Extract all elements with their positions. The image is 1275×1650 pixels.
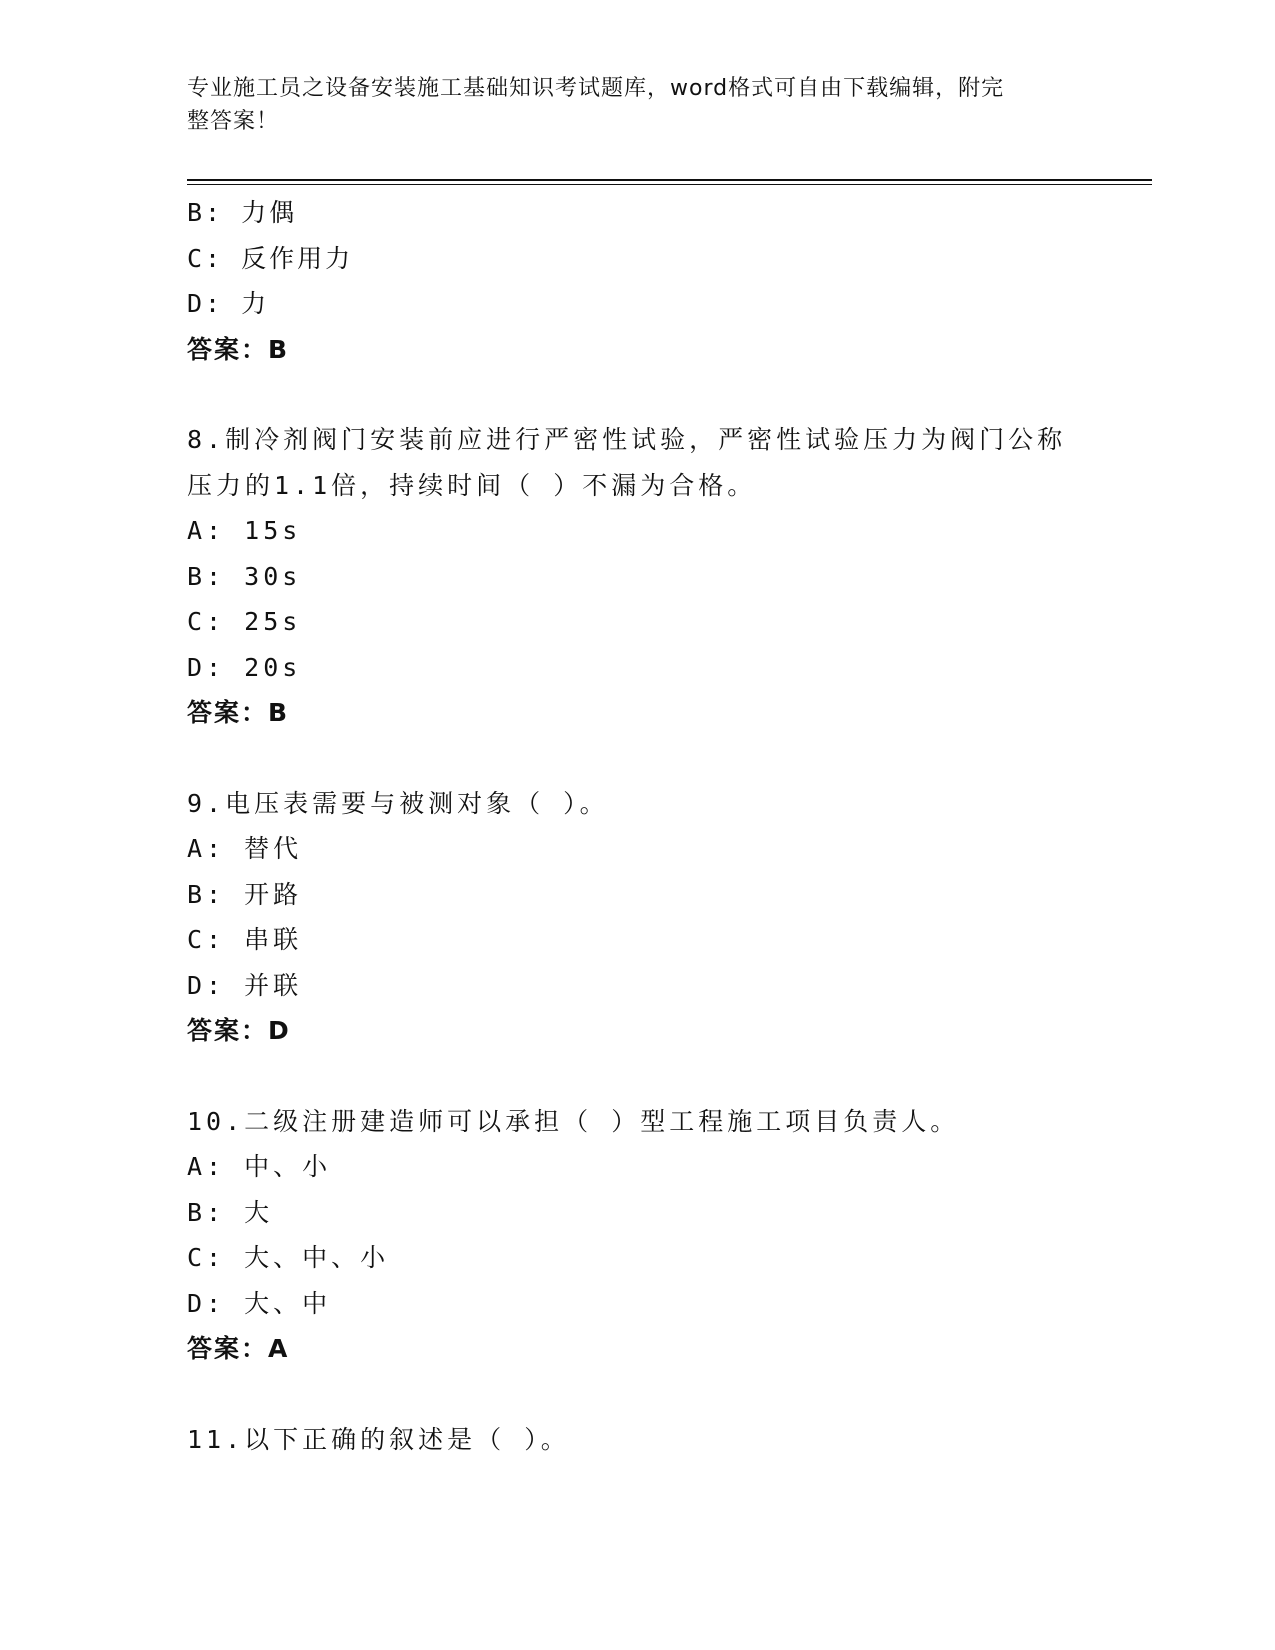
question-block-prev bbox=[187, 190, 1087, 372]
option-c: C: 25s bbox=[187, 607, 302, 636]
option-b: B: 力偶 bbox=[187, 198, 298, 227]
answer-line: 答案：A bbox=[187, 1334, 290, 1363]
question-11 bbox=[187, 1417, 1087, 1463]
option-d: D: 并联 bbox=[187, 970, 303, 1000]
option-d: D: 大、中 bbox=[187, 1288, 332, 1318]
option-c: C: 反作用力 bbox=[187, 243, 354, 273]
answer-line: 答案：B bbox=[187, 698, 290, 727]
option-a: A: 替代 bbox=[187, 834, 303, 863]
option-b: B: 30s bbox=[187, 561, 302, 591]
question-9-stem: 9.电压表需要与被测对象（ ）。 bbox=[187, 788, 609, 818]
option-b: B: 大 bbox=[187, 1197, 274, 1227]
question-8 bbox=[187, 417, 1087, 736]
question-10-stem: 10.二级注册建造师可以承担（ ）型工程施工项目负责人。 bbox=[187, 1106, 960, 1136]
document-body bbox=[187, 190, 1087, 1462]
document-header bbox=[187, 72, 1067, 138]
header-divider-thick bbox=[187, 179, 1152, 181]
spacer bbox=[187, 736, 1087, 781]
question-10 bbox=[187, 1099, 1087, 1372]
option-c: C: 串联 bbox=[187, 925, 303, 954]
spacer bbox=[187, 1054, 1087, 1099]
answer-line: 答案：B bbox=[187, 334, 290, 364]
option-d: D: 力 bbox=[187, 289, 270, 318]
option-a: A: 15s bbox=[187, 516, 302, 545]
option-b: B: 开路 bbox=[187, 879, 303, 909]
question-9 bbox=[187, 781, 1087, 1054]
answer-line: 答案：D bbox=[187, 1016, 291, 1045]
option-a: A: 中、小 bbox=[187, 1152, 332, 1181]
header-title-line-1: 专业施工员之设备安装施工基础知识考试题库，word格式可自由下载编辑，附完 bbox=[187, 76, 1005, 101]
option-c: C: 大、中、小 bbox=[187, 1243, 390, 1272]
header-divider-thin bbox=[187, 184, 1152, 185]
question-11-stem: 11.以下正确的叙述是（ ）。 bbox=[187, 1424, 570, 1454]
question-8-stem-line-2: 压力的1.1倍，持续时间（ ）不漏为合格。 bbox=[187, 470, 757, 500]
option-d: D: 20s bbox=[187, 652, 302, 682]
spacer bbox=[187, 372, 1087, 417]
question-8-stem-line-1: 8.制冷剂阀门安装前应进行严密性试验，严密性试验压力为阀门公称 bbox=[187, 425, 1067, 454]
header-title-line-2: 整答案！ bbox=[187, 109, 280, 134]
spacer bbox=[187, 1372, 1087, 1417]
